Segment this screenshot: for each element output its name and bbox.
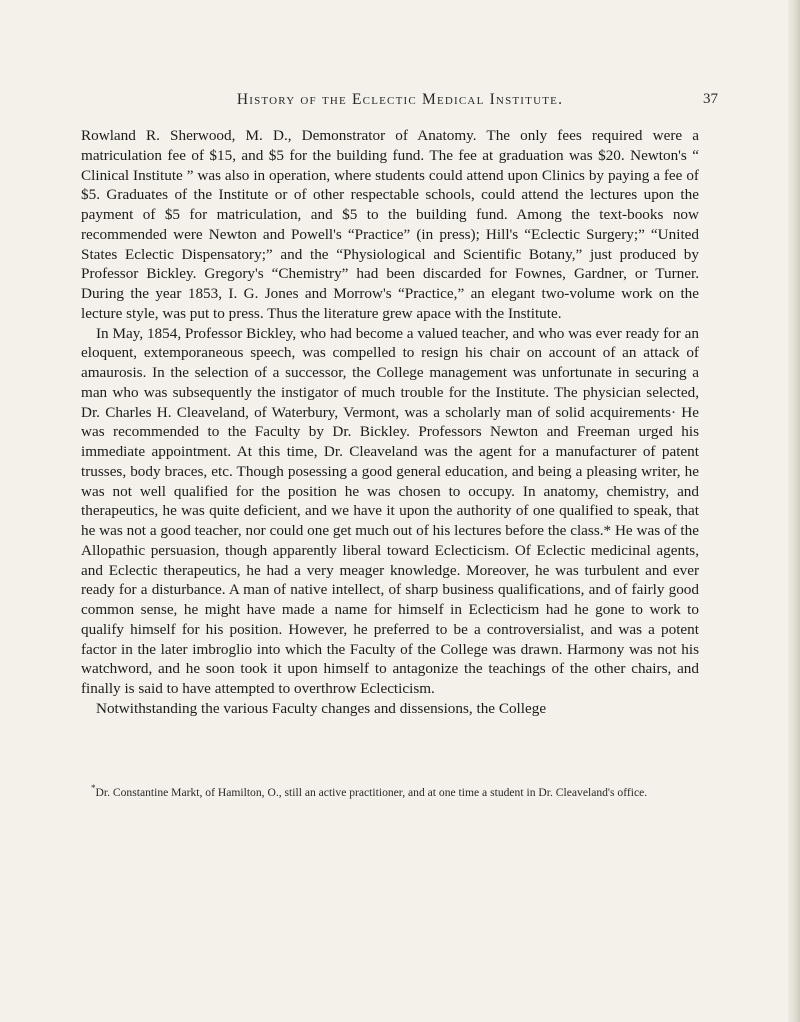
footnote-text: Dr. Constantine Markt, of Hamilton, O., still an active practitioner, and at one time a student in Dr. Cleaveland's office. [95,786,648,799]
paragraph-1: Rowland R. Sherwood, M. D., Demonstrator of Anatomy. The only fees required were a matriculation fee of $15, and $5 for the building fund. The fee at graduation was $20. Newton's “ Clinical Institute ” was also in operation, where students could attend upon Clinics by paying a fee of $5. Graduates of the Institute or of other respectable schools, could attend the lectures upon the payment of $5 for matriculation, and $5 to the building fund. Among the text-books now recommended were Newton and Powell's “Practice” (in press); Hill's “Eclectic Surgery;” “United States Eclectic Dispensatory;” and the “Physiological and Scientific Botany,” just produced by Professor Bickley. Gregory's “Chemistry” had been discarded for Fownes, Gardner, or Turner. During the year 1853, I. G. Jones and Morrow's “Practice,” an elegant two-volume work on the lecture style, was put to press. Thus the literature grew apace with the Institute. [81,127,699,322]
running-head [0,91,800,115]
body-text [81,126,699,719]
scan-edge [788,0,800,1022]
footnote [81,783,699,800]
paragraph-2: In May, 1854, Professor Bickley, who had become a valued teacher, and who was ever ready for an eloquent, extemporaneous speech, was compelled to resign his chair on account of an attack of amaurosis. In the selection of a successor, the College management was unfortunate in securing a man who was subsequently the instigator of much trouble for the Institute. The physician selected, Dr. Charles H. Cleaveland, of Waterbury, Vermont, was a scholarly man of solid acquirements· He was recommended to the Faculty by Dr. Bickley. Professors Newton and Freeman urged his immediate appointment. At this time, Dr. Cleaveland was the agent for a manufacturer of patent trusses, body braces, etc. Though posessing a good general education, and being a pleasing writer, he was not well qualified for the position he was chosen to occupy. In anatomy, chemistry, and therapeutics, he was quite deficient, and we have it upon the authority of one qualified to speak, that he was not a good teacher, nor could one get much out of his lectures before the class.* He was of the Allopathic persuasion, though apparently liberal toward Eclecticism. Of Eclectic medicinal agents, and Eclectic therapeutics, he had a very meager knowledge. Moreover, he was turbulent and ever ready for a disturbance. A man of native intellect, of sharp business qualifications, and of fairly good common sense, he might have made a name for himself in Eclecticism had he gone to work to qualify himself for his position. However, he preferred to be a controversialist, and was a potent factor in the later imbroglio into which the Faculty of the College was drawn. Harmony was not his watchword, and he soon took it upon himself to antagonize the teachings of the other chairs, and finally is said to have attempted to overthrow Eclecticism. [81,324,699,697]
footnote-marker: * [91,783,96,794]
paragraph-3: Notwithstanding the various Faculty changes and dissensions, the College [96,699,547,717]
running-title: History of the Eclectic Medical Institute. [236,91,564,108]
page-number: 37 [703,91,718,107]
